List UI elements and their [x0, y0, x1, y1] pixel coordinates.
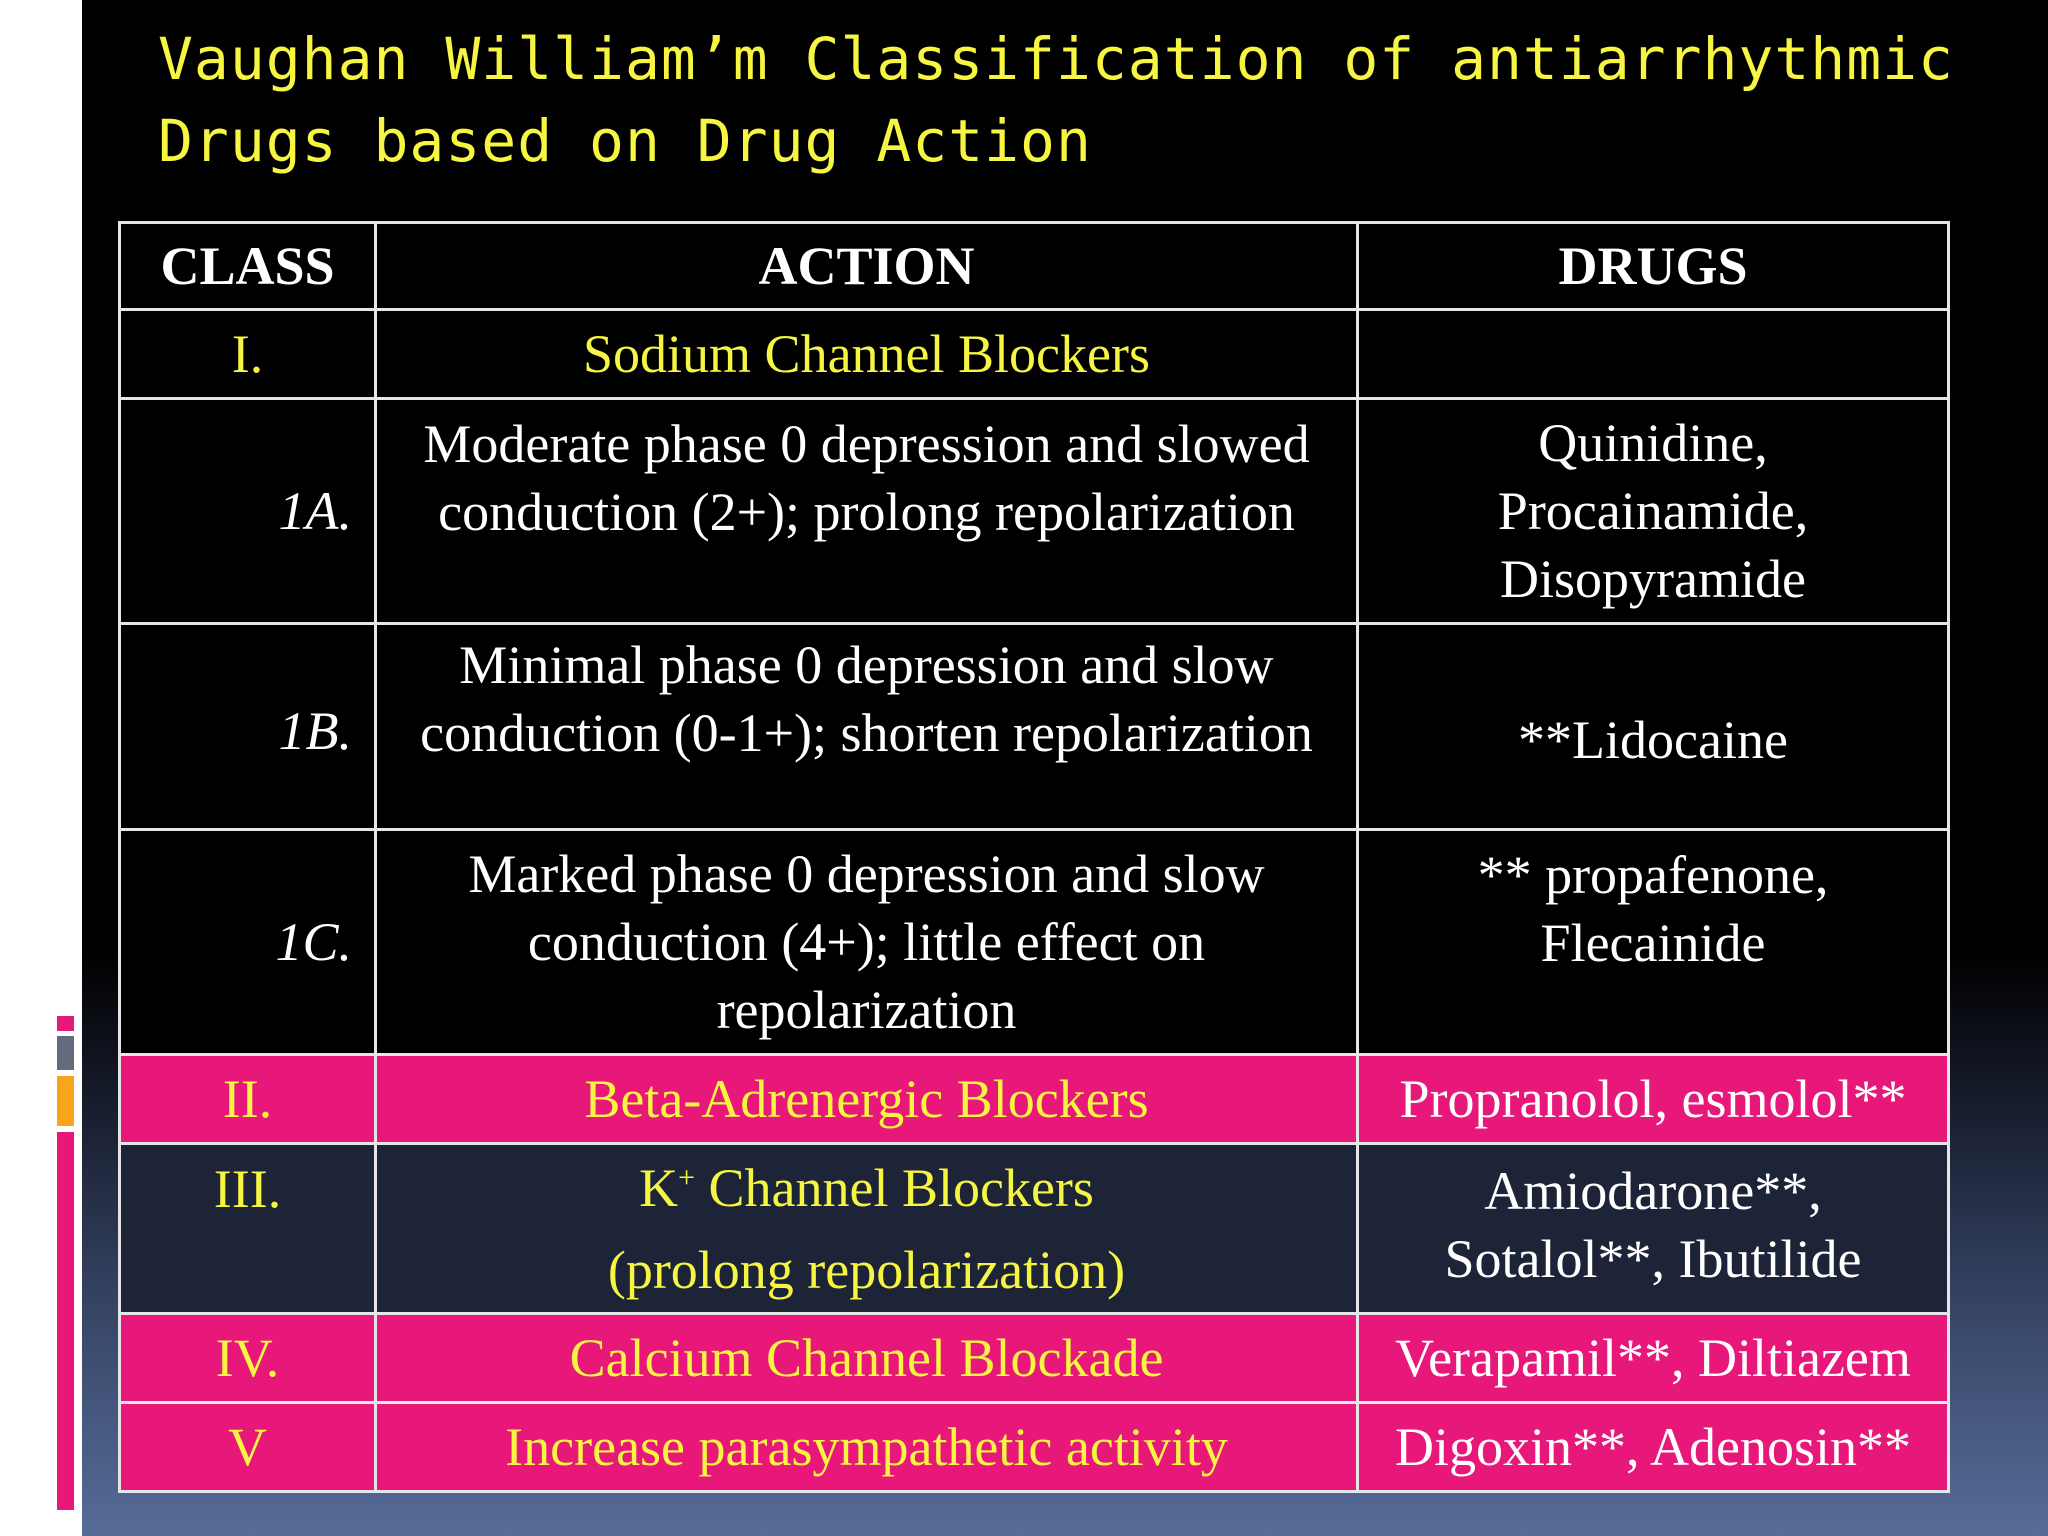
header-drugs: DRUGS [1358, 223, 1949, 310]
drug-line: Disopyramide [1500, 549, 1806, 609]
class-cell: 1C. [120, 830, 376, 1055]
header-action: ACTION [376, 223, 1358, 310]
class-cell: II. [120, 1055, 376, 1144]
drug-line: Verapamil**, Diltiazem [1395, 1328, 1911, 1388]
drug-line: ** propafenone, [1477, 845, 1829, 905]
drugs-cell [1358, 1314, 1949, 1403]
action-line: repolarization [716, 980, 1017, 1040]
drugs-cell [1358, 1144, 1949, 1314]
drugs-cell [1358, 310, 1949, 399]
action-line: Beta-Adrenergic Blockers [584, 1069, 1149, 1129]
action-cell [376, 1314, 1358, 1403]
action-line: conduction (2+); prolong repolarization [438, 482, 1295, 542]
table-row-class-2 [120, 1055, 1949, 1144]
drug-line: Procainamide, [1497, 481, 1809, 541]
action-line: K+ Channel Blockers [639, 1157, 1094, 1218]
decorative-bar-pink-small [57, 1016, 74, 1031]
class-cell: 1A. [120, 399, 376, 624]
action-cell [376, 1144, 1358, 1314]
action-line: conduction (0-1+); shorten repolarization [420, 703, 1313, 763]
action-line: Calcium Channel Blockade [569, 1328, 1164, 1388]
slide-title [158, 18, 2018, 182]
table-row-class-4 [120, 1314, 1949, 1403]
table-row-class-5 [120, 1403, 1949, 1492]
drugs-cell [1358, 1403, 1949, 1492]
action-line: Moderate phase 0 depression and slowed [423, 414, 1310, 474]
action-line: Minimal phase 0 depression and slow [459, 635, 1274, 695]
decorative-bar-pink-long [57, 1132, 74, 1510]
decorative-lines-top [48, 112, 82, 236]
classification-table [118, 221, 1950, 1493]
action-cell [376, 310, 1358, 399]
drug-line: **Lidocaine [1518, 709, 1788, 770]
action-cell [376, 1403, 1358, 1492]
action-line: Increase parasympathetic activity [505, 1417, 1228, 1477]
drug-line: Digoxin**, Adenosin** [1394, 1417, 1911, 1477]
drugs-cell [1358, 399, 1949, 624]
decorative-bar-orange [57, 1076, 74, 1126]
title-line-1: Vaughan William’m Classification of antiarrhythmic [158, 25, 1954, 93]
decorative-bar-gray [57, 1036, 74, 1070]
drug-line: Propranolol, esmolol** [1399, 1069, 1907, 1129]
class-cell: 1B. [120, 624, 376, 830]
action-line: conduction (4+); little effect on [527, 912, 1206, 972]
title-line-2: Drugs based on Drug Action [158, 107, 1092, 175]
action-cell [376, 830, 1358, 1055]
header-class: CLASS [120, 223, 376, 310]
drugs-cell [1358, 1055, 1949, 1144]
drug-line: Sotalol**, Ibutilide [1444, 1229, 1862, 1289]
drug-line: Amiodarone**, [1484, 1161, 1822, 1221]
table-header-row [120, 223, 1949, 310]
drug-line: Flecainide [1540, 913, 1766, 973]
action-line: (prolong repolarization) [607, 1239, 1126, 1300]
class-cell: V [120, 1403, 376, 1492]
drugs-cell [1358, 624, 1949, 830]
table-row-class-1b [120, 624, 1949, 830]
table-row-class-1a [120, 399, 1949, 624]
drugs-cell [1358, 830, 1949, 1055]
class-cell: IV. [120, 1314, 376, 1403]
action-line: Marked phase 0 depression and slow [468, 844, 1265, 904]
table-row-class-1c [120, 830, 1949, 1055]
table-row-class-1 [120, 310, 1949, 399]
drug-line: Quinidine, [1538, 413, 1768, 473]
table-row-class-3 [120, 1144, 1949, 1314]
class-cell: I. [120, 310, 376, 399]
action-cell [376, 399, 1358, 624]
action-cell [376, 624, 1358, 830]
action-line: Sodium Channel Blockers [583, 324, 1150, 384]
class-cell: III. [120, 1144, 376, 1314]
action-cell [376, 1055, 1358, 1144]
